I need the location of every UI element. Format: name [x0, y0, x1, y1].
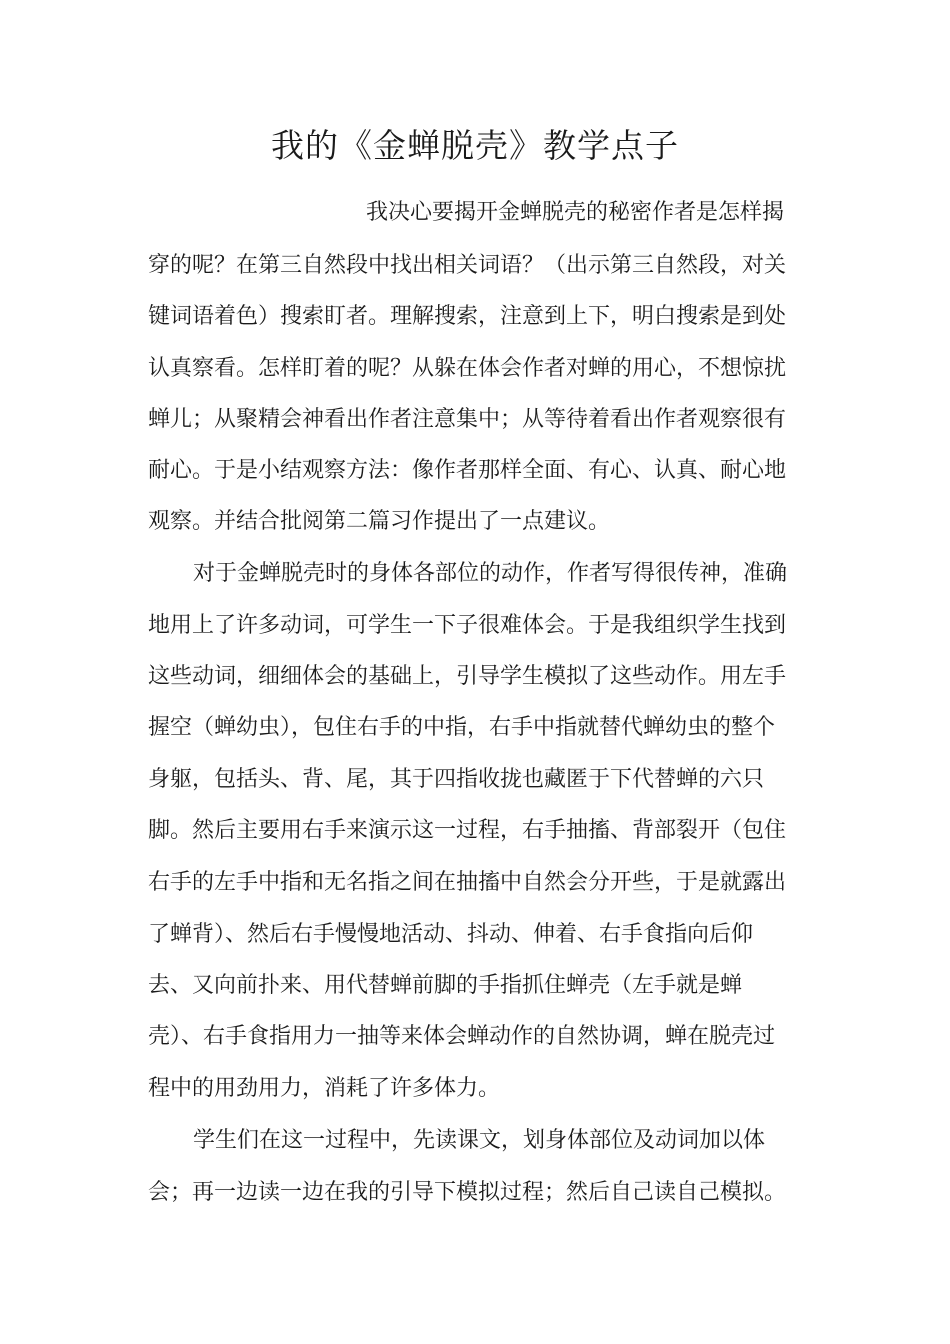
paragraph-3-line-2: 会；再一边读一边在我的引导下模拟过程；然后自己读自己模拟。 — [148, 1180, 787, 1205]
paragraph-1-line-5: 蝉儿；从聚精会神看出作者注意集中；从等待着看出作者观察很有 — [148, 407, 787, 432]
paragraph-2-line-11: 程中的用劲用力，消耗了许多体力。 — [148, 1076, 501, 1101]
paragraph-2-line-4: 握空（蝉幼虫），包住右手的中指，右手中指就替代蝉幼虫的整个 — [148, 715, 776, 740]
paragraph-1-line-4: 认真察看。怎样盯着的呢？从躲在体会作者对蝉的用心，不想惊扰 — [148, 356, 787, 381]
paragraph-2-line-6: 脚。然后主要用右手来演示这一过程，右手抽搐、背部裂开（包住 — [148, 818, 787, 843]
paragraph-1-line-1: 我决心要揭开金蝉脱壳的秘密作者是怎样揭 — [366, 200, 785, 225]
paragraph-1-line-2: 穿的呢？在第三自然段中找出相关词语？（出示第三自然段，对关 — [148, 253, 787, 278]
paragraph-2-line-7: 右手的左手中指和无名指之间在抽搐中自然会分开些，于是就露出 — [148, 870, 787, 895]
paragraph-1-line-3: 键词语着色）搜索盯者。理解搜索，注意到上下，明白搜索是到处 — [148, 304, 787, 329]
paragraph-2-line-10: 壳）、右手食指用力一抽等来体会蝉动作的自然协调，蝉在脱壳过 — [148, 1024, 776, 1049]
paragraph-2-line-5: 身躯，包括头、背、尾，其于四指收拢也藏匿于下代替蝉的六只 — [148, 767, 765, 792]
paragraph-1-line-7: 观察。并结合批阅第二篇习作提出了一点建议。 — [148, 509, 611, 534]
paragraph-2-line-2: 地用上了许多动词，可学生一下子很难体会。于是我组织学生找到 — [148, 613, 787, 638]
document-title: 我的《金蝉脱壳》教学点子 — [271, 126, 679, 165]
paragraph-2-line-1: 对于金蝉脱壳时的身体各部位的动作，作者写得很传神，准确 — [193, 561, 788, 586]
paragraph-1-line-6: 耐心。于是小结观察方法：像作者那样全面、有心、认真、耐心地 — [148, 458, 787, 483]
paragraph-2-line-9: 去、又向前扑来、用代替蝉前脚的手指抓住蝉壳（左手就是蝉 — [148, 973, 743, 998]
paragraph-3-line-1: 学生们在这一过程中，先读课文，划身体部位及动词加以体 — [193, 1128, 766, 1153]
paragraph-2-line-3: 这些动词，细细体会的基础上，引导学生模拟了这些动作。用左手 — [148, 664, 787, 689]
paragraph-2-line-8: 了蝉背）、然后右手慢慢地活动、抖动、伸着、右手食指向后仰 — [148, 922, 754, 947]
